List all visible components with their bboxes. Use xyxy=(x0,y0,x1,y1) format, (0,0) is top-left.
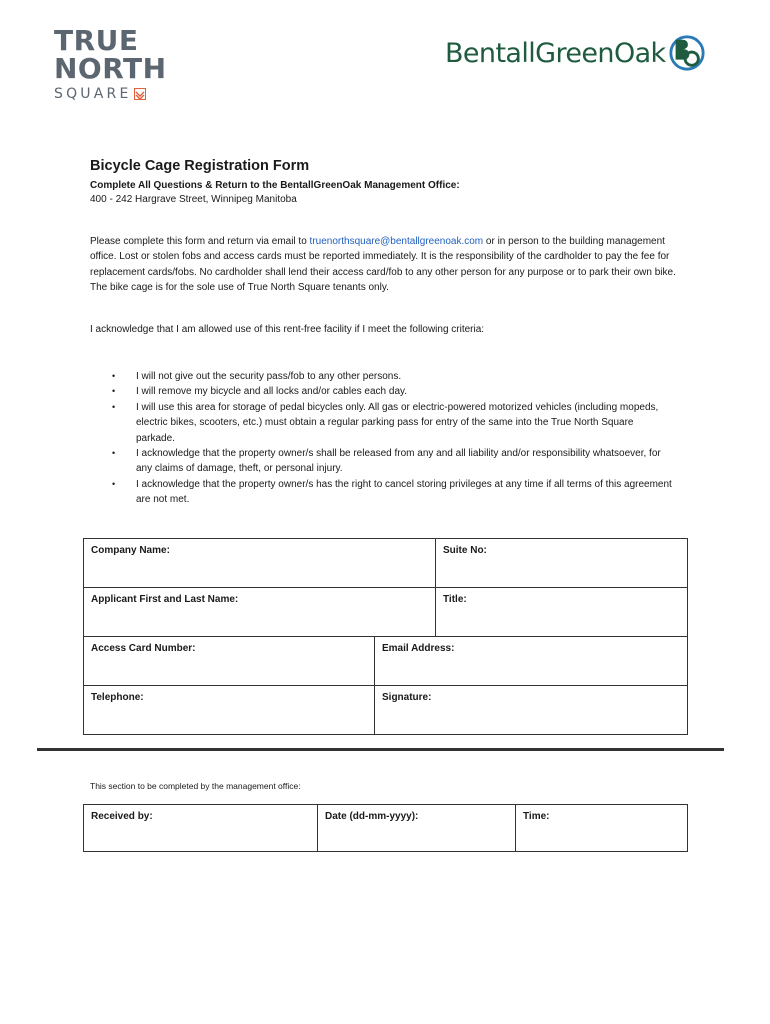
date-label: Date (dd-mm-yyyy): xyxy=(325,811,419,822)
suite-no-field[interactable] xyxy=(436,539,688,588)
criteria-text: I will remove my bicycle and all locks and/or cables each day. xyxy=(136,386,408,398)
criteria-text: I acknowledge that the property owner/s has the right to cancel storing privileges at any time if all terms of this agreement are not met. xyxy=(136,478,672,506)
title-field[interactable] xyxy=(436,588,688,637)
company-name-field[interactable] xyxy=(84,539,436,588)
bentallgreenoak-logo xyxy=(445,34,706,72)
acknowledgement-text: I acknowledge that I am allowed use of this rent-free facility if I meet the following criteria: xyxy=(90,324,485,335)
time-label: Time: xyxy=(523,811,550,822)
email-link[interactable]: truenorthsquare@bentallgreenoak.com xyxy=(309,236,484,247)
logo-text-square: SQUARE xyxy=(54,86,132,102)
office-address: 400 - 242 Hargrave Street, Winnipeg Manitoba xyxy=(90,194,297,205)
intro-text-end: or in person to the building management office. Lost or stolen fobs and access cards must be reported immediately. It is the responsibility of the cardholder to pay the fee for replacement cards/fobs. No cardholder shall lend their access card/fob to any other person for any purpose or to park their own bike. The bike cage is for the sole use of True North Square tenants only. xyxy=(90,236,676,294)
logo-text-north: NORTH xyxy=(54,52,167,85)
management-section-note: This section to be completed by the management office: xyxy=(90,781,301,791)
form-title: Bicycle Cage Registration Form xyxy=(90,158,310,174)
email-address-label: Email Address: xyxy=(382,643,455,654)
criteria-text: I acknowledge that the property owner/s shall be released from any and all liability and/or responsibility whatsoever, for any claims of damage, theft, or personal injury. xyxy=(136,448,661,475)
email-address-field[interactable] xyxy=(375,637,688,686)
received-by-field[interactable] xyxy=(84,805,318,851)
section-divider xyxy=(37,748,724,751)
criteria-text: I will not give out the security pass/fob to any other persons. xyxy=(136,371,402,382)
access-card-label: Access Card Number: xyxy=(91,643,196,654)
bullet-icon: • xyxy=(112,386,116,397)
bullet-icon: • xyxy=(112,371,116,381)
true-north-square-logo xyxy=(54,24,184,102)
bgo-wordmark: BentallGreenOak xyxy=(445,37,666,69)
company-name-label: Company Name: xyxy=(91,545,170,556)
intro-paragraph xyxy=(90,234,682,296)
title-label: Title: xyxy=(443,594,467,605)
criteria-item xyxy=(112,384,672,399)
intro-text-start: Please complete this form and return via email to xyxy=(90,236,310,247)
received-by-label: Received by: xyxy=(91,811,153,822)
date-field[interactable] xyxy=(318,805,516,851)
criteria-item xyxy=(112,477,672,508)
bgo-monogram-icon xyxy=(668,34,706,72)
applicant-form-table xyxy=(83,538,688,735)
bullet-icon: • xyxy=(112,448,116,459)
criteria-list xyxy=(112,369,672,508)
access-card-field[interactable] xyxy=(84,637,375,686)
suite-no-label: Suite No: xyxy=(443,545,487,556)
criteria-text: I will use this area for storage of pedal bicycles only. All gas or electric-powered motorized vehicles (including mopeds, electric bikes, scooters, etc.) must obtain a regular parking pass for entry of the same into the True North Square parkade. xyxy=(136,401,659,444)
applicant-name-label: Applicant First and Last Name: xyxy=(91,594,239,605)
management-form-table xyxy=(83,804,688,852)
telephone-field[interactable] xyxy=(84,686,375,734)
signature-label: Signature: xyxy=(382,692,432,703)
criteria-item xyxy=(112,400,672,446)
criteria-item xyxy=(112,369,672,384)
bullet-icon: • xyxy=(112,478,116,489)
form-subtitle: Complete All Questions & Return to the BentallGreenOak Management Office: xyxy=(90,180,460,191)
tns-chevron-icon xyxy=(134,88,146,100)
signature-field[interactable] xyxy=(375,686,688,734)
logo-text-true: TRUE xyxy=(54,24,139,57)
applicant-name-field[interactable] xyxy=(84,588,436,637)
time-field[interactable] xyxy=(516,805,687,851)
criteria-item xyxy=(112,446,672,477)
telephone-label: Telephone: xyxy=(91,692,144,703)
bullet-icon: • xyxy=(112,401,116,412)
